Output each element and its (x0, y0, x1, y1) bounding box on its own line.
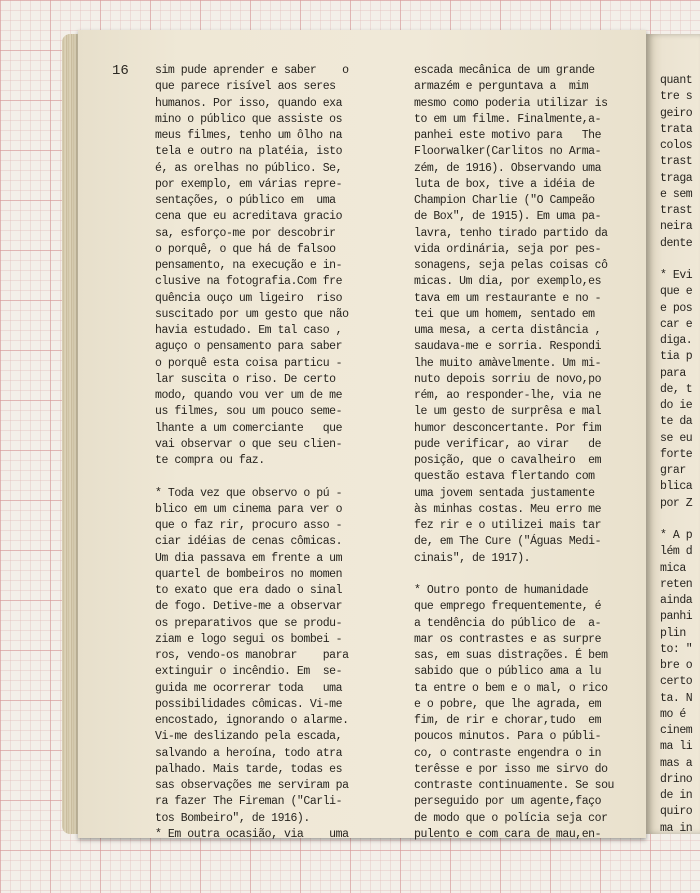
text-line: escada mecânica de um grande (414, 64, 595, 77)
text-line: te da (660, 415, 693, 429)
text-line: tela e outro na platéia, isto (155, 145, 343, 159)
text-line: sabido que o público ama a lu (414, 665, 602, 679)
text-line: para (660, 366, 686, 380)
text-line: perseguido por um agente,faço (414, 795, 602, 809)
text-line: * Em outra ocasião, via uma (155, 827, 349, 841)
text-line: tia p (660, 350, 693, 364)
text-line: extinguir o incêndio. Em se- (155, 665, 343, 679)
text-line: por exemplo, em várias repre- (155, 177, 343, 191)
text-line: fim, de rir e chorar,tudo em (414, 714, 602, 727)
text-line: mesmo como poderia utilizar is (414, 96, 608, 110)
text-line: humor desconcertante. Por fim (414, 421, 602, 435)
text-line: é, as orelhas no público. Se, (155, 161, 343, 175)
text-line: do ie (660, 399, 693, 412)
text-line: ta entre o bem e o mal, o rico (414, 681, 608, 695)
text-line: fez rir e o utilizei mais tar (414, 519, 602, 532)
text-line: Champion Charlie ("O Campeão (414, 194, 595, 207)
text-line: Um dia passava em frente a um (155, 551, 343, 565)
text-line: os preparativos que se produ- (155, 616, 343, 630)
text-line: questão estava flertando com (414, 470, 595, 484)
text-line: que e (660, 285, 693, 299)
text-line: trast (660, 204, 693, 217)
text-line: to exato que era dado o sinal (155, 584, 343, 597)
text-line: saudava-me e sorria. Respondi (414, 340, 602, 354)
text-line: rém, ao responder-lhe, via ne (414, 389, 602, 402)
text-line: to em um filme. Finalmente,a- (414, 112, 602, 126)
text-line: sim pude aprender e saber o (155, 64, 349, 77)
text-line: car e (660, 317, 693, 331)
text-line: to: " (660, 642, 693, 656)
text-line: guida me ocorrerar toda uma (155, 681, 343, 695)
text-line: de fogo. Detive-me a observar (155, 600, 343, 614)
text-line: a tendência do público de a- (414, 616, 602, 630)
text-line: havia estudado. Em tal caso , (155, 324, 343, 337)
text-line (660, 252, 692, 268)
text-line (660, 512, 692, 528)
text-line: de Box", de 1915). Em uma pa- (414, 210, 602, 224)
text-line: tos Bombeiro", de 1916). (155, 811, 310, 825)
text-line: blico em um cinema para ver o (155, 502, 343, 516)
text-line: sas, em suas distrações. É bem (414, 649, 608, 662)
text-line: vida ordinária, seja por pes- (414, 242, 602, 256)
text-line: lhante a um comerciante que (155, 421, 343, 435)
text-line: às minhas costas. Meu erro me (414, 502, 602, 516)
text-line: terêsse e por isso me sirvo do (414, 762, 608, 776)
text-line: ta. N (660, 691, 693, 705)
text-line: forte (660, 447, 693, 461)
text-line: Floorwalker(Carlitos no Arma- (414, 145, 602, 159)
text-line: quência ouço um ligeiro riso (155, 291, 343, 305)
text-line: posição, que o cavalheiro em (414, 454, 602, 467)
text-line: * Evi (660, 269, 693, 282)
text-line: co, o contraste engendra o in (414, 746, 602, 760)
text-line: quartel de bombeiros no momen (155, 567, 343, 581)
text-line: le um gesto de surprêsa e mal (414, 405, 602, 419)
text-line: salvando a heroína, todo atra (155, 746, 343, 760)
text-line: * Toda vez que observo o pú - (155, 486, 343, 500)
text-line: panhi (660, 610, 693, 624)
text-line: micas. Um dia, por exemplo,es (414, 275, 602, 289)
text-line: cinais", de 1917). (414, 551, 531, 565)
text-line: tei que um homem, sentado em (414, 307, 595, 321)
text-line: plin (660, 626, 686, 640)
text-line: ma in (660, 821, 693, 835)
page-number: 16 (112, 63, 129, 79)
text-line: panhei este motivo para The (414, 129, 602, 142)
text-line: sas observações me serviram pa (155, 779, 349, 792)
text-line: nuto depois sorriu de novo,po (414, 372, 602, 386)
text-line: tre s (660, 90, 693, 104)
text-line: se eu (660, 431, 693, 445)
text-line: mino o público que assiste os (155, 112, 343, 126)
text-line: e sem (660, 187, 693, 201)
text-line: quiro (660, 805, 693, 819)
text-line: por Z (660, 496, 693, 510)
text-line: armazém e perguntava a mim (414, 80, 589, 94)
text-line: de modo que o polícia seja cor (414, 811, 608, 825)
text-line: e pos (660, 301, 693, 315)
text-line: lavra, tenho tirado partido da (414, 226, 608, 240)
text-line: cinem (660, 724, 693, 737)
text-line: trata (660, 122, 693, 136)
text-line: pensamento, na execução e in- (155, 259, 343, 272)
text-line: uma mesa, a certa distância , (414, 324, 602, 337)
text-line: e o pobre, que lhe agrada, em (414, 697, 602, 711)
text-column-right (660, 73, 692, 837)
text-line: grar (660, 464, 686, 477)
text-line: reten (660, 577, 693, 591)
text-line: de in (660, 789, 693, 802)
text-line: contraste continuamente. Se sou (414, 779, 614, 792)
text-line: pude verificar, ao virar de (414, 437, 602, 451)
text-line: ma li (660, 740, 693, 754)
text-line: colos (660, 139, 693, 152)
text-line: mas a (660, 756, 693, 770)
text-line: ainda (660, 594, 693, 607)
text-line: * A p (660, 529, 693, 542)
text-line: modo, quando vou ver um de me (155, 389, 343, 402)
text-line: certo (660, 675, 693, 689)
text-line: ra fazer The Fireman ("Carli- (155, 795, 343, 809)
text-line: sa, esforço-me por descobrir (155, 226, 336, 240)
text-line: dente (660, 236, 693, 250)
text-line: te compra ou faz. (155, 454, 265, 467)
text-line: o porquê esta coisa particu - (155, 356, 343, 370)
text-line: de, t (660, 382, 693, 396)
text-line: clusive na fotografia.Com fre (155, 275, 343, 289)
text-line: encostado, ignorando o alarme. (155, 714, 349, 727)
text-line: aguço o pensamento para saber (155, 340, 343, 354)
text-line: de, em The Cure ("Águas Medi- (414, 535, 602, 549)
text-line: Vi-me deslizando pela escada, (155, 730, 343, 744)
text-line (414, 567, 614, 583)
text-line: vai observar o que seu clien- (155, 437, 343, 451)
text-line (155, 469, 349, 485)
text-line: sonagens, seja pelas coisas cô (414, 259, 608, 272)
text-line: humanos. Por isso, quando exa (155, 96, 343, 110)
text-line: uma jovem sentada justamente (414, 486, 595, 500)
text-line: bre o (660, 659, 693, 672)
text-line: neira (660, 220, 693, 234)
text-line: que emprego frequentemente, é (414, 600, 602, 614)
text-line: palhado. Mais tarde, todas es (155, 762, 343, 776)
text-line: drino (660, 772, 693, 786)
text-line: que o faz rir, procuro asso - (155, 519, 343, 532)
text-line: zém, de 1916). Observando uma (414, 161, 602, 175)
text-line: diga. (660, 334, 693, 347)
text-line: ciar idéias de cenas cômicas. (155, 535, 343, 549)
text-line: mo é (660, 707, 686, 721)
text-line: traga (660, 171, 693, 185)
text-line: que parece risível aos seres (155, 80, 336, 94)
text-line: possibilidades cômicas. Vi-me (155, 697, 343, 711)
text-line: us filmes, sou um pouco seme- (155, 405, 343, 419)
text-column-middle (414, 63, 614, 843)
text-column-left (155, 63, 349, 843)
text-line: suscitado por um gesto que não (155, 307, 349, 321)
text-line: sentações, o público em uma (155, 194, 336, 207)
text-line: ros, vendo-os manobrar para (155, 649, 349, 662)
text-line: ziam e logo segui os bombei - (155, 632, 343, 646)
text-line: o porquê, o que há de falsoo (155, 242, 336, 256)
text-line: cena que eu acreditava gracio (155, 210, 343, 224)
text-line: * Outro ponto de humanidade (414, 584, 589, 597)
text-line: meus filmes, tenho um ôlho na (155, 129, 343, 142)
text-line: quant (660, 74, 693, 87)
text-line: luta de box, tive a idéia de (414, 177, 595, 191)
text-line: geiro (660, 106, 693, 120)
text-line: poucos minutos. Para o públi- (414, 730, 602, 744)
text-line: mar os contrastes e as surpre (414, 632, 602, 646)
text-line: trast (660, 155, 693, 169)
text-line: tava em um restaurante e no - (414, 291, 602, 305)
text-line: lar suscita o riso. De certo (155, 372, 336, 386)
text-line: pulento e com cara de mau,en- (414, 827, 602, 841)
text-line: blica (660, 480, 693, 494)
text-line: mica (660, 561, 686, 575)
text-line: lhe muito amàvelmente. Um mi- (414, 356, 602, 370)
text-line: lém d (660, 545, 693, 559)
